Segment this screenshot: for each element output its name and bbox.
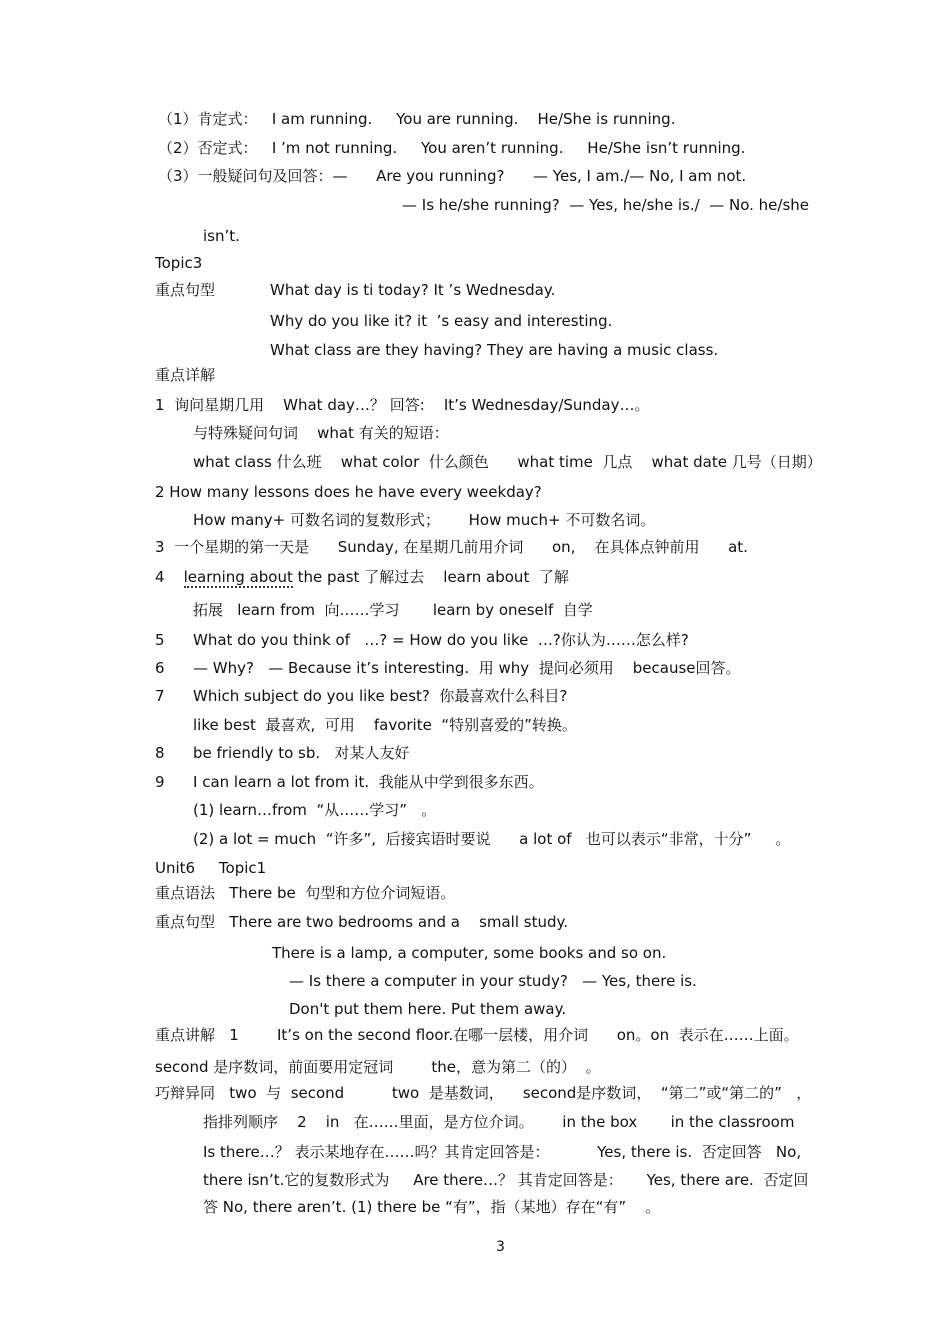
text-line: — Why? — Because it’s interesting. 用 why 提问必须用 because回答。 xyxy=(193,659,741,677)
text-line: 1 询问星期几用 What day…？ 回答: It’s Wednesday/Sunday…。 xyxy=(155,396,650,414)
text-line: there isn’t.它的复数形式为 Are there…？ 其肯定回答是： Yes, there are. 否定回 xyxy=(203,1171,809,1189)
page-number: 3 xyxy=(496,1239,505,1255)
text-line: — Is there a computer in your study? — Yes, there is. xyxy=(289,972,697,990)
text-line: Which subject do you like best? 你最喜欢什么科目? xyxy=(193,687,568,705)
text-line: 与特殊疑问句词 what 有关的短语： xyxy=(193,424,449,442)
section-heading: Unit6 Topic1 xyxy=(155,859,267,877)
section-label: 重点详解 xyxy=(155,366,216,384)
text-line: （3）一般疑问句及回答：— Are you running? — Yes, I am./— No, I am not. xyxy=(158,167,747,185)
text-line: （2）否定式： I ’m not running. You aren’t running. He/She isn’t running. xyxy=(158,139,746,157)
text-line: There is a lamp, a computer, some books and so on. xyxy=(272,944,667,962)
text-line: isn’t. xyxy=(203,227,240,245)
text-line xyxy=(155,567,569,587)
text-line: like best 最喜欢, 可用 favorite “特别喜爱的”转换。 xyxy=(193,716,577,734)
text-line: 重点句型 There are two bedrooms and a small study. xyxy=(155,913,569,931)
text-line: second 是序数词，前面要用定冠词 the，意为第二（的） 。 xyxy=(155,1058,601,1076)
text-line: 指排列顺序 2 in 在……里面，是方位介词。 in the box in the classroom xyxy=(203,1113,795,1131)
text-line: What class are they having? They are having a music class. xyxy=(270,341,719,359)
item-number: 8 xyxy=(155,744,165,762)
text-line: — Is he/she running? — Yes, he/she is./ — No. he/she xyxy=(402,196,810,214)
item-number: 9 xyxy=(155,773,165,791)
item-number: 5 xyxy=(155,631,165,649)
item-number: 7 xyxy=(155,687,165,705)
text-line: be friendly to sb. 对某人友好 xyxy=(193,744,410,762)
text-line: 拓展 learn from 向……学习 learn by oneself 自学 xyxy=(193,601,593,619)
text-line: Is there…？ 表示某地存在……吗？其肯定回答是： Yes, there is. 否定回答 No, xyxy=(203,1143,802,1161)
dotted-phrase: learning about xyxy=(183,568,293,586)
item-number: 6 xyxy=(155,659,165,677)
text-line: 巧辩异同 two 与 second two 是基数词， second是序数词， “第二”或“第二的” ， xyxy=(155,1084,812,1102)
text-line: what class 什么班 what color 什么颜色 what time 几点 what date 几号（日期） xyxy=(193,453,822,471)
text-line: 重点语法 There be 句型和方位介词短语。 xyxy=(155,884,456,902)
text-line: 2 How many lessons does he have every weekday? xyxy=(155,483,542,501)
text-line: What day is ti today? It ’s Wednesday. xyxy=(270,281,556,299)
item-text: the past 了解过去 learn about 了解 xyxy=(292,568,569,586)
section-heading: Topic3 xyxy=(155,254,203,272)
text-line: Why do you like it? it ’s easy and interesting. xyxy=(270,312,613,330)
item-number: 4 xyxy=(155,568,184,586)
text-line: (1) learn…from “从……学习” 。 xyxy=(193,801,437,819)
text-line: (2) a lot = much “许多”, 后接宾语时要说 a lot of 也可以表示“非常，十分” 。 xyxy=(193,830,791,848)
text-line: （1）肯定式： I am running. You are running. He/She is running. xyxy=(158,110,676,128)
text-line: 答 No, there aren’t. (1) there be “有”，指（某地）存在“有” 。 xyxy=(203,1198,661,1216)
text-line: 3 一个星期的第一天是 Sunday, 在星期几前用介词 on, 在具体点钟前用 at. xyxy=(155,538,748,556)
text-line: I can learn a lot from it. 我能从中学到很多东西。 xyxy=(193,773,544,791)
text-line: Don't put them here. Put them away. xyxy=(289,1000,567,1018)
text-line: What do you think of …? = How do you like …?你认为……怎么样? xyxy=(193,631,689,649)
section-label: 重点句型 xyxy=(155,281,216,299)
text-line: 重点讲解 1 It’s on the second floor.在哪一层楼，用介词 on。on 表示在……上面。 xyxy=(155,1026,799,1044)
text-line: How many+ 可数名词的复数形式； How much+ 不可数名词。 xyxy=(193,511,656,529)
